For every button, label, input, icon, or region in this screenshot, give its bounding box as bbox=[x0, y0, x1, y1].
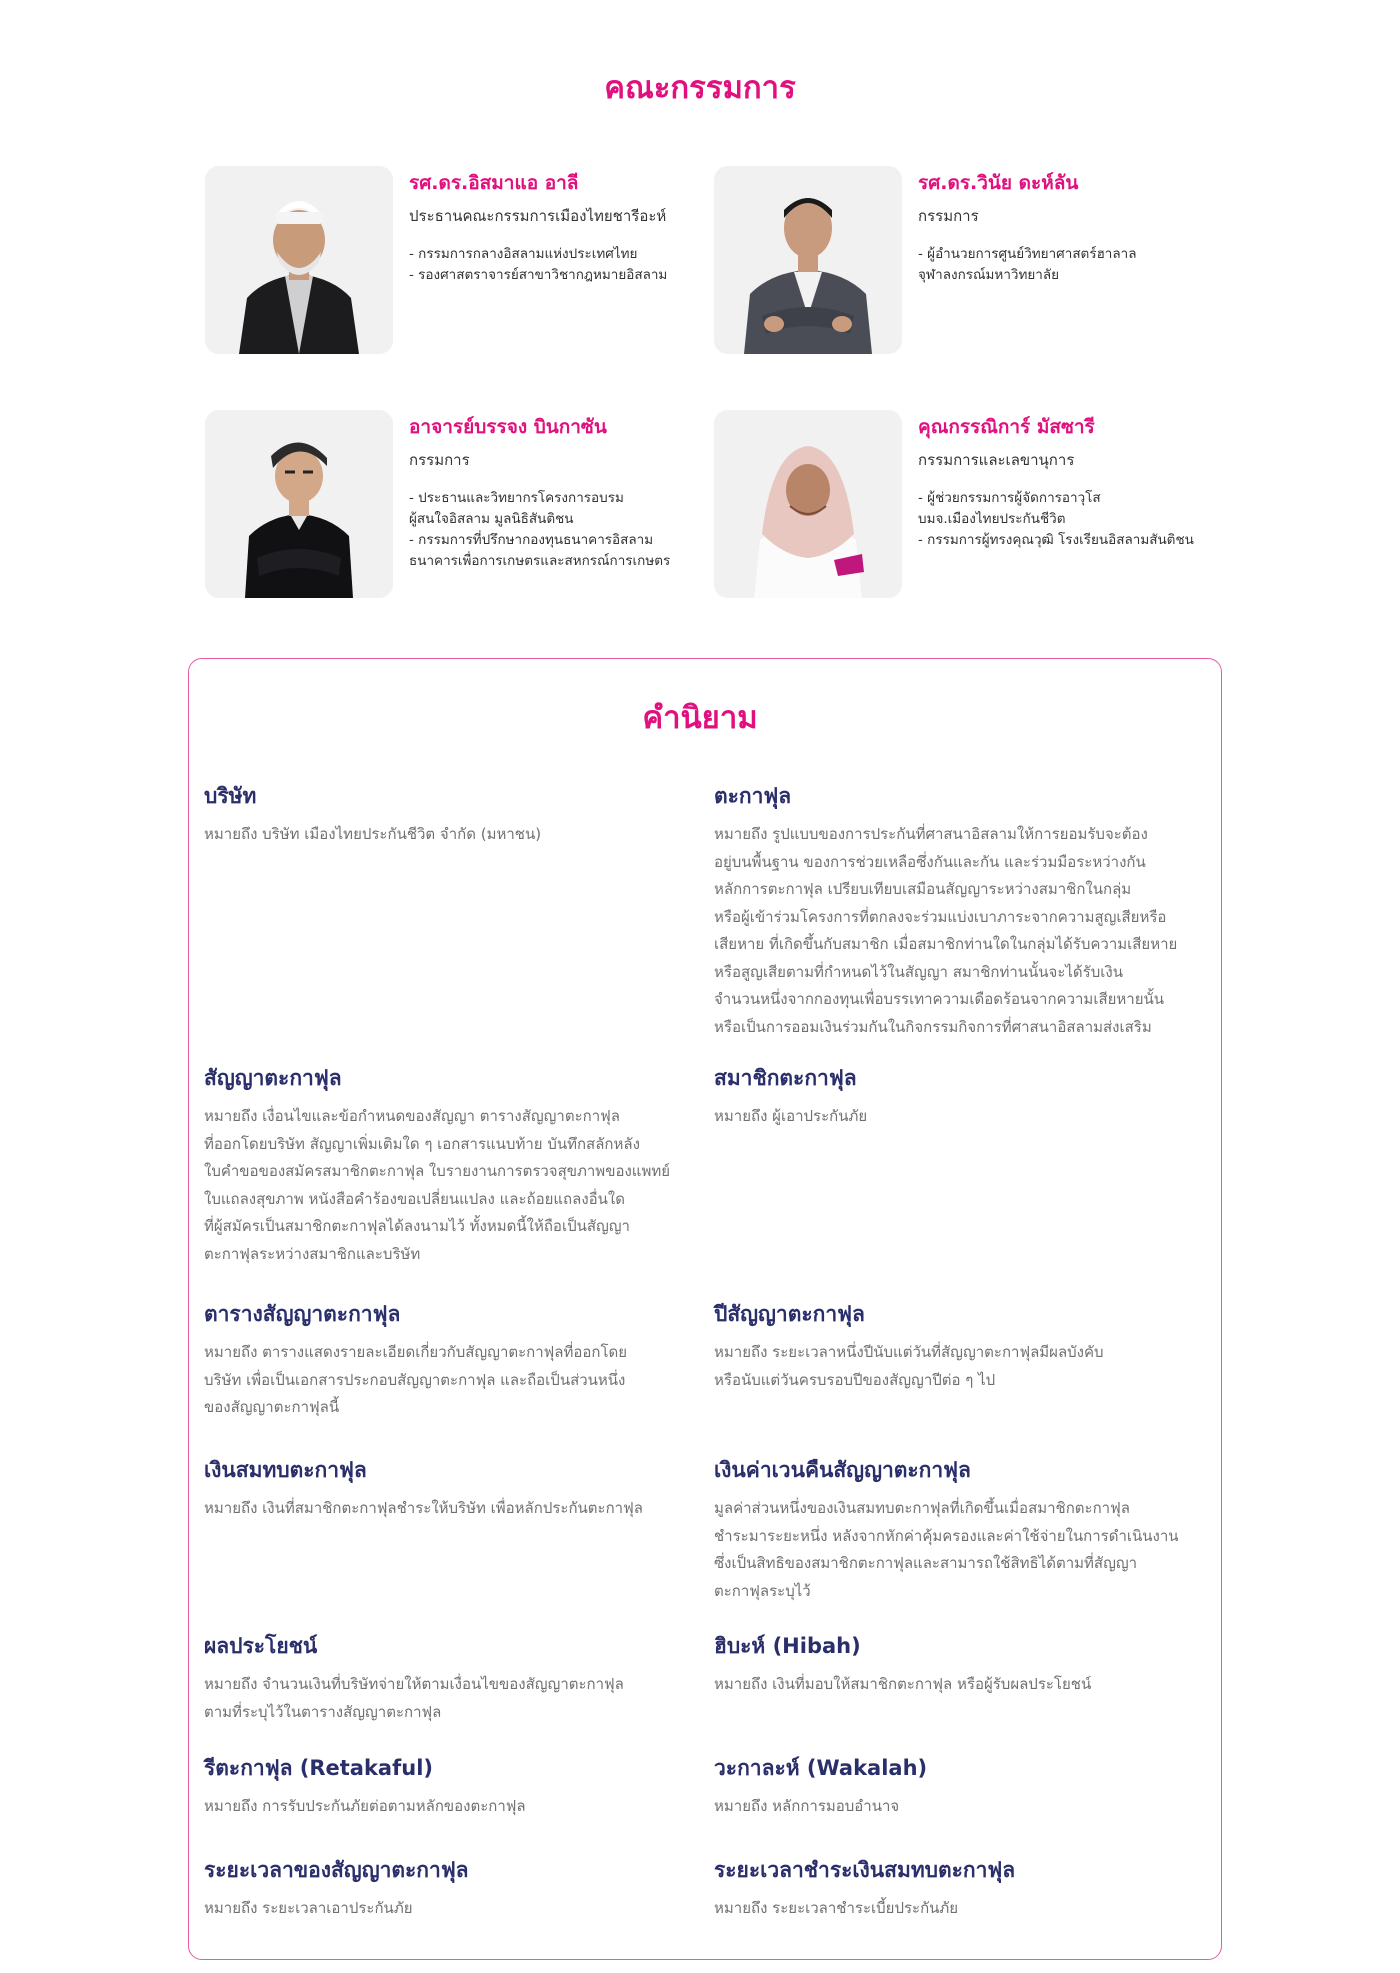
member-detail-line: - ผู้อำนวยการศูนย์วิทยาศาสตร์ฮาลาล bbox=[918, 246, 1137, 262]
member-role: กรรมการ bbox=[409, 451, 470, 469]
member-name: รศ.ดร.วินัย ดะห์ลัน bbox=[918, 172, 1079, 194]
board-member-card bbox=[205, 166, 745, 356]
definition-term: วะกาละห์ (Wakalah) bbox=[714, 1756, 928, 1780]
definition-line: เสียหาย ที่เกิดขึ้นกับสมาชิก เมื่อสมาชิกท่านใดในกลุ่มได้รับความเสียหาย bbox=[714, 935, 1178, 953]
definition-line: หมายถึง เงื่อนไขและข้อกำหนดของสัญญา ตารางสัญญาตะกาฟุล bbox=[204, 1107, 620, 1125]
definition-term: ตะกาฟุล bbox=[714, 784, 792, 808]
member-details bbox=[918, 488, 1254, 551]
definition-item bbox=[204, 1752, 704, 1821]
definition-text bbox=[714, 1339, 1214, 1394]
definition-text bbox=[204, 1495, 704, 1523]
definition-term: ผลประโยชน์ bbox=[204, 1634, 318, 1658]
definition-term: ระยะเวลาของสัญญาตะกาฟุล bbox=[204, 1858, 469, 1882]
definition-line: หมายถึง เงินที่สมาชิกตะกาฟุลชำระให้บริษัท เพื่อหลักประกันตะกาฟุล bbox=[204, 1499, 643, 1517]
definition-line: ใบคำขอของสมัครสมาชิกตะกาฟุล ใบรายงานการตรวจสุขภาพของแพทย์ bbox=[204, 1162, 671, 1180]
definition-line: หมายถึง รูปแบบของการประกันที่ศาสนาอิสลามให้การยอมรับจะต้อง bbox=[714, 825, 1148, 843]
board-member-card bbox=[714, 166, 1254, 356]
member-name: อาจารย์บรรจง บินกาซัน bbox=[409, 416, 607, 438]
member-detail-line: ผู้สนใจอิสลาม มูลนิธิสันติชน bbox=[409, 511, 574, 527]
member-detail-line: จุฬาลงกรณ์มหาวิทยาลัย bbox=[918, 267, 1060, 283]
definition-line: ของสัญญาตะกาฟุลนี้ bbox=[204, 1398, 340, 1416]
member-detail-line: - รองศาสตราจารย์สาขาวิชากฎหมายอิสลาม bbox=[409, 267, 668, 283]
definition-text bbox=[204, 1895, 704, 1923]
definition-line: หมายถึง การรับประกันภัยต่อตามหลักของตะกาฟุล bbox=[204, 1797, 526, 1815]
definition-line: หรือผู้เข้าร่วมโครงการที่ตกลงจะร่วมแบ่งเบาภาระจากความสูญเสียหรือ bbox=[714, 907, 1167, 926]
definition-item bbox=[204, 1062, 704, 1268]
definition-term: เงินค่าเวนคืนสัญญาตะกาฟุล bbox=[714, 1458, 971, 1482]
definition-line: ตามที่ระบุไว้ในตารางสัญญาตะกาฟุล bbox=[204, 1702, 442, 1721]
definition-term: เงินสมทบตะกาฟุล bbox=[204, 1458, 367, 1482]
definition-term: สมาชิกตะกาฟุล bbox=[714, 1066, 857, 1090]
definitions-section-title: คำนิยาม bbox=[642, 700, 758, 736]
definition-text bbox=[714, 821, 1214, 1041]
definition-item bbox=[204, 1454, 704, 1523]
definition-item bbox=[714, 1062, 1214, 1131]
definition-term: รีตะกาฟุล (Retakaful) bbox=[204, 1756, 433, 1780]
definition-line: หมายถึง จำนวนเงินที่บริษัทจ่ายให้ตามเงื่อนไขของสัญญาตะกาฟุล bbox=[204, 1675, 624, 1693]
definition-line: ซึ่งเป็นสิทธิของสมาชิกตะกาฟุลและสามารถใช้สิทธิได้ตามที่สัญญา bbox=[714, 1554, 1138, 1572]
definition-item bbox=[714, 1298, 1214, 1394]
member-detail-line: - กรรมการผู้ทรงคุณวุฒิ โรงเรียนอิสลามสันติชน bbox=[918, 532, 1194, 548]
definition-item bbox=[714, 1752, 1214, 1821]
definition-item bbox=[204, 1298, 704, 1422]
board-member-card bbox=[205, 410, 745, 600]
member-details bbox=[918, 244, 1254, 286]
member-detail-line: - กรรมการกลางอิสลามแห่งประเทศไทย bbox=[409, 246, 638, 262]
board-member-card bbox=[714, 410, 1254, 600]
definition-item bbox=[204, 1630, 704, 1726]
definition-line: หมายถึง บริษัท เมืองไทยประกันชีวิต จำกัด (มหาชน) bbox=[204, 825, 542, 843]
definition-line: หรือสูญเสียตามที่กำหนดไว้ในสัญญา สมาชิกท่านนั้นจะได้รับเงิน bbox=[714, 962, 1123, 981]
definition-line: หรือนับแต่วันครบรอบปีของสัญญาปีต่อ ๆ ไป bbox=[714, 1370, 996, 1389]
member-detail-line: ธนาคารเพื่อการเกษตรและสหกรณ์การเกษตร bbox=[409, 553, 671, 569]
definition-line: หลักการตะกาฟุล เปรียบเทียบเสมือนสัญญาระหว่างสมาชิกในกลุ่ม bbox=[714, 880, 1132, 898]
definition-line: หมายถึง ผู้เอาประกันภัย bbox=[714, 1107, 868, 1125]
definition-line: ที่ออกโดยบริษัท สัญญาเพิ่มเติมใด ๆ เอกสารแนบท้าย บันทึกสลักหลัง bbox=[204, 1134, 640, 1153]
definition-text bbox=[204, 821, 704, 849]
member-role: กรรมการ bbox=[918, 207, 979, 225]
definition-text bbox=[714, 1103, 1214, 1131]
definition-text bbox=[204, 1103, 704, 1268]
definition-line: หรือเป็นการออมเงินร่วมกันในกิจกรรมกิจการที่ศาสนาอิสลามส่งเสริม bbox=[714, 1017, 1152, 1036]
member-detail-line: บมจ.เมืองไทยประกันชีวิต bbox=[918, 511, 1066, 527]
definition-line: ใบแถลงสุขภาพ หนังสือคำร้องขอเปลี่ยนแปลง และถ้อยแถลงอื่นใด bbox=[204, 1189, 625, 1208]
definition-text bbox=[714, 1671, 1214, 1699]
definition-line: หมายถึง ระยะเวลาหนึ่งปีนับแต่วันที่สัญญาตะกาฟุลมีผลบังคับ bbox=[714, 1343, 1104, 1361]
definition-item bbox=[714, 1854, 1214, 1923]
definition-text bbox=[714, 1495, 1214, 1605]
definition-line: จำนวนหนึ่งจากกองทุนเพื่อบรรเทาความเดือดร้อนจากความเสียหายนั้น bbox=[714, 990, 1164, 1008]
definition-term: ตารางสัญญาตะกาฟุล bbox=[204, 1302, 401, 1326]
definition-item bbox=[204, 780, 704, 849]
definition-text bbox=[204, 1339, 704, 1422]
member-detail-line: - ประธานและวิทยากรโครงการอบรม bbox=[409, 490, 624, 506]
definition-line: หมายถึง เงินที่มอบให้สมาชิกตะกาฟุล หรือผู้รับผลประโยชน์ bbox=[714, 1675, 1092, 1693]
member-photo bbox=[714, 166, 902, 354]
definition-line: ชำระมาระยะหนึ่ง หลังจากหักค่าคุ้มครองและค่าใช้จ่ายในการดำเนินงาน bbox=[714, 1526, 1179, 1545]
member-photo bbox=[714, 410, 902, 598]
member-detail-line: - ผู้ช่วยกรรมการผู้จัดการอาวุโส bbox=[918, 490, 1101, 506]
definition-text bbox=[204, 1671, 704, 1726]
definition-item bbox=[714, 1630, 1214, 1699]
definition-line: ตะกาฟุลระบุไว้ bbox=[714, 1581, 811, 1600]
definition-line: อยู่บนพื้นฐาน ของการช่วยเหลือซึ่งกันและกัน และร่วมมือระหว่างกัน bbox=[714, 852, 1146, 871]
member-name: รศ.ดร.อิสมาแอ อาลี bbox=[409, 172, 579, 194]
definition-line: ที่ผู้สมัครเป็นสมาชิกตะกาฟุลได้ลงนามไว้ ทั้งหมดนี้ให้ถือเป็นสัญญา bbox=[204, 1217, 630, 1235]
definition-term: สัญญาตะกาฟุล bbox=[204, 1066, 342, 1090]
definition-line: หมายถึง ตารางแสดงรายละเอียดเกี่ยวกับสัญญาตะกาฟุลที่ออกโดย bbox=[204, 1343, 628, 1361]
definition-term: ฮิบะห์ (Hibah) bbox=[714, 1634, 861, 1658]
member-detail-line: - กรรมการที่ปรึกษากองทุนธนาคารอิสลาม bbox=[409, 532, 654, 548]
definition-item bbox=[204, 1854, 704, 1923]
definition-line: หมายถึง ระยะเวลาเอาประกันภัย bbox=[204, 1899, 413, 1917]
definition-term: ระยะเวลาชำระเงินสมทบตะกาฟุล bbox=[714, 1858, 1016, 1882]
definition-item bbox=[714, 1454, 1214, 1605]
definition-line: ตะกาฟุลระหว่างสมาชิกและบริษัท bbox=[204, 1244, 421, 1263]
definition-item bbox=[714, 780, 1214, 1041]
definition-line: บริษัท เพื่อเป็นเอกสารประกอบสัญญาตะกาฟุล และถือเป็นส่วนหนึ่ง bbox=[204, 1370, 626, 1389]
definition-term: ปีสัญญาตะกาฟุล bbox=[714, 1302, 865, 1326]
definition-line: มูลค่าส่วนหนึ่งของเงินสมทบตะกาฟุลที่เกิดขึ้นเมื่อสมาชิกตะกาฟุล bbox=[714, 1499, 1130, 1517]
member-photo bbox=[205, 410, 393, 598]
definition-line: หมายถึง หลักการมอบอำนาจ bbox=[714, 1797, 900, 1815]
definition-text bbox=[714, 1895, 1214, 1923]
board-section-title: คณะกรรมการ bbox=[604, 70, 796, 106]
definition-text bbox=[204, 1793, 704, 1821]
definition-term: บริษัท bbox=[204, 784, 257, 808]
member-role: ประธานคณะกรรมการเมืองไทยชารีอะห์ bbox=[409, 207, 667, 225]
member-details bbox=[409, 488, 745, 572]
definition-text bbox=[714, 1793, 1214, 1821]
member-name: คุณกรรณิการ์ มัสซารี bbox=[918, 416, 1095, 438]
member-role: กรรมการและเลขานุการ bbox=[918, 451, 1075, 469]
member-photo bbox=[205, 166, 393, 354]
definition-line: หมายถึง ระยะเวลาชำระเบี้ยประกันภัย bbox=[714, 1899, 959, 1917]
member-details bbox=[409, 244, 745, 286]
